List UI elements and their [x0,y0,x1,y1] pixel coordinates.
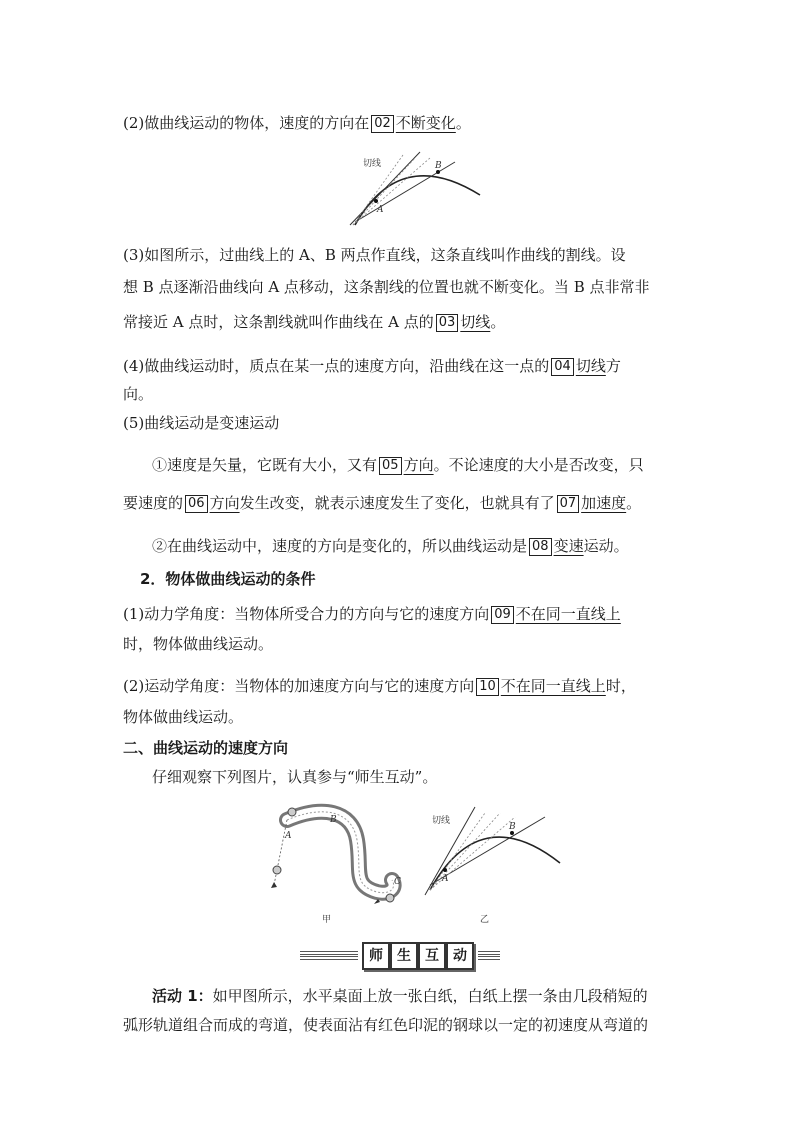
curve [430,837,560,890]
text: 发生改变，就表示速度发生了变化，也就具有了 [239,494,555,512]
point-a [443,868,447,872]
condition-1-line1 [123,603,690,625]
answer: 方向 [403,456,434,474]
tangent-secant-figure [345,150,485,240]
answer: 不在同一直线上 [515,605,621,623]
answer: 切线 [460,313,491,331]
blank-number: 04 [551,358,574,376]
answer: 不断变化 [395,114,456,132]
teacher-student-banner [300,942,500,970]
text: 时， [605,677,636,695]
blank-number: 10 [476,678,499,696]
item-4-line2: 向。 [123,385,154,403]
answer: 切线 [575,357,606,375]
item-5-title: (5)曲线运动是变速运动 [123,414,280,432]
answer: 加速度 [581,494,627,512]
activity-1-line1 [152,985,690,1007]
divider [478,956,500,960]
text: 如甲图所示，水平桌面上放一张白纸，白纸上摆一条由几段稍短的 [212,987,648,1005]
tangent-label: 切线 [432,816,451,826]
text: (4)做曲线运动时，质点在某一点的速度方向，沿曲线在这一点的 [123,357,550,375]
condition-2-line1 [123,675,690,697]
item-5a-line1 [152,454,690,476]
activity-1-line2: 弧形轨道组合而成的弯道，使表面沾有红色印泥的钢球以一定的初速度从弯道的 [123,1016,649,1034]
blank-number: 09 [491,606,514,624]
blank-number: 02 [371,115,394,133]
banner-char: 师 [362,942,390,970]
observe-text: 仔细观察下列图片，认真参与“师生互动”。 [152,768,438,786]
ball-start [288,808,296,816]
condition-2-line2: 物体做曲线运动。 [123,708,244,726]
text: 要速度的 [123,494,184,512]
item-4-line1 [123,355,690,377]
arrow [271,882,277,888]
answer: 变速 [553,537,584,555]
text: 。 [626,494,642,512]
path-a [274,820,287,885]
text: 方 [605,357,621,375]
banner-char: 生 [390,942,418,970]
activity-label: 活动 1： [152,987,213,1005]
figure-yi [415,805,565,930]
text: 常接近 A 点时，这条割线就叫作曲线在 A 点的 [123,313,434,331]
item-3-line1: (3)如图所示，过曲线上的 A、B 两点作直线，这条直线叫作曲线的割线。设 [123,246,626,264]
item-3-line2: 想 B 点逐渐沿曲线向 A 点移动，这条割线的位置也就不断变化。当 B 点非常非 [123,278,650,296]
caption-jia: 甲 [322,915,332,925]
answer: 不在同一直线上 [500,677,606,695]
text: (2)运动学角度：当物体的加速度方向与它的速度方向 [123,677,475,695]
label-a: A [377,205,384,215]
heading-conditions: 2．物体做曲线运动的条件 [140,570,316,588]
blank-number: 07 [557,495,580,513]
label-a: A [285,831,292,841]
label-b: B [330,815,337,825]
label-b: B [509,822,516,832]
divider [300,951,358,955]
divider [478,951,500,955]
label-c: C [394,877,401,887]
text: ②在曲线运动中，速度的方向是变化的，所以曲线运动是 [152,537,528,555]
text: 。 [490,313,506,331]
point-a [374,199,378,203]
blank-number: 08 [529,538,552,556]
item-5a-line2 [123,492,690,514]
condition-1-line2: 时，物体做曲线运动。 [123,635,274,653]
divider [300,956,358,960]
banner-char: 动 [446,942,474,970]
label-a: A [442,874,449,884]
text: (2)做曲线运动的物体，速度的方向在 [123,114,370,132]
label-b: B [435,161,442,171]
secant-line [355,162,455,222]
answer: 方向 [209,494,240,512]
item-5b [152,535,690,557]
tangent-label: 切线 [363,159,382,169]
section-heading: 二、曲线运动的速度方向 [123,739,289,757]
caption-yi: 乙 [480,915,490,925]
text: 运动。 [583,537,629,555]
item-2 [123,112,690,134]
ball-a [273,866,281,874]
blank-number: 06 [185,495,208,513]
curved-track [287,812,394,893]
text: ①速度是矢量，它既有大小，又有 [152,456,378,474]
text: 。不论速度的大小是否改变，只 [433,456,644,474]
banner-char: 互 [418,942,446,970]
text: 。 [455,114,471,132]
item-3-line3 [123,311,690,333]
ball-c [386,894,394,902]
blank-number: 05 [379,457,402,475]
blank-number: 03 [436,314,459,332]
figure-jia [262,800,412,930]
text: (1)动力学角度：当物体所受合力的方向与它的速度方向 [123,605,490,623]
